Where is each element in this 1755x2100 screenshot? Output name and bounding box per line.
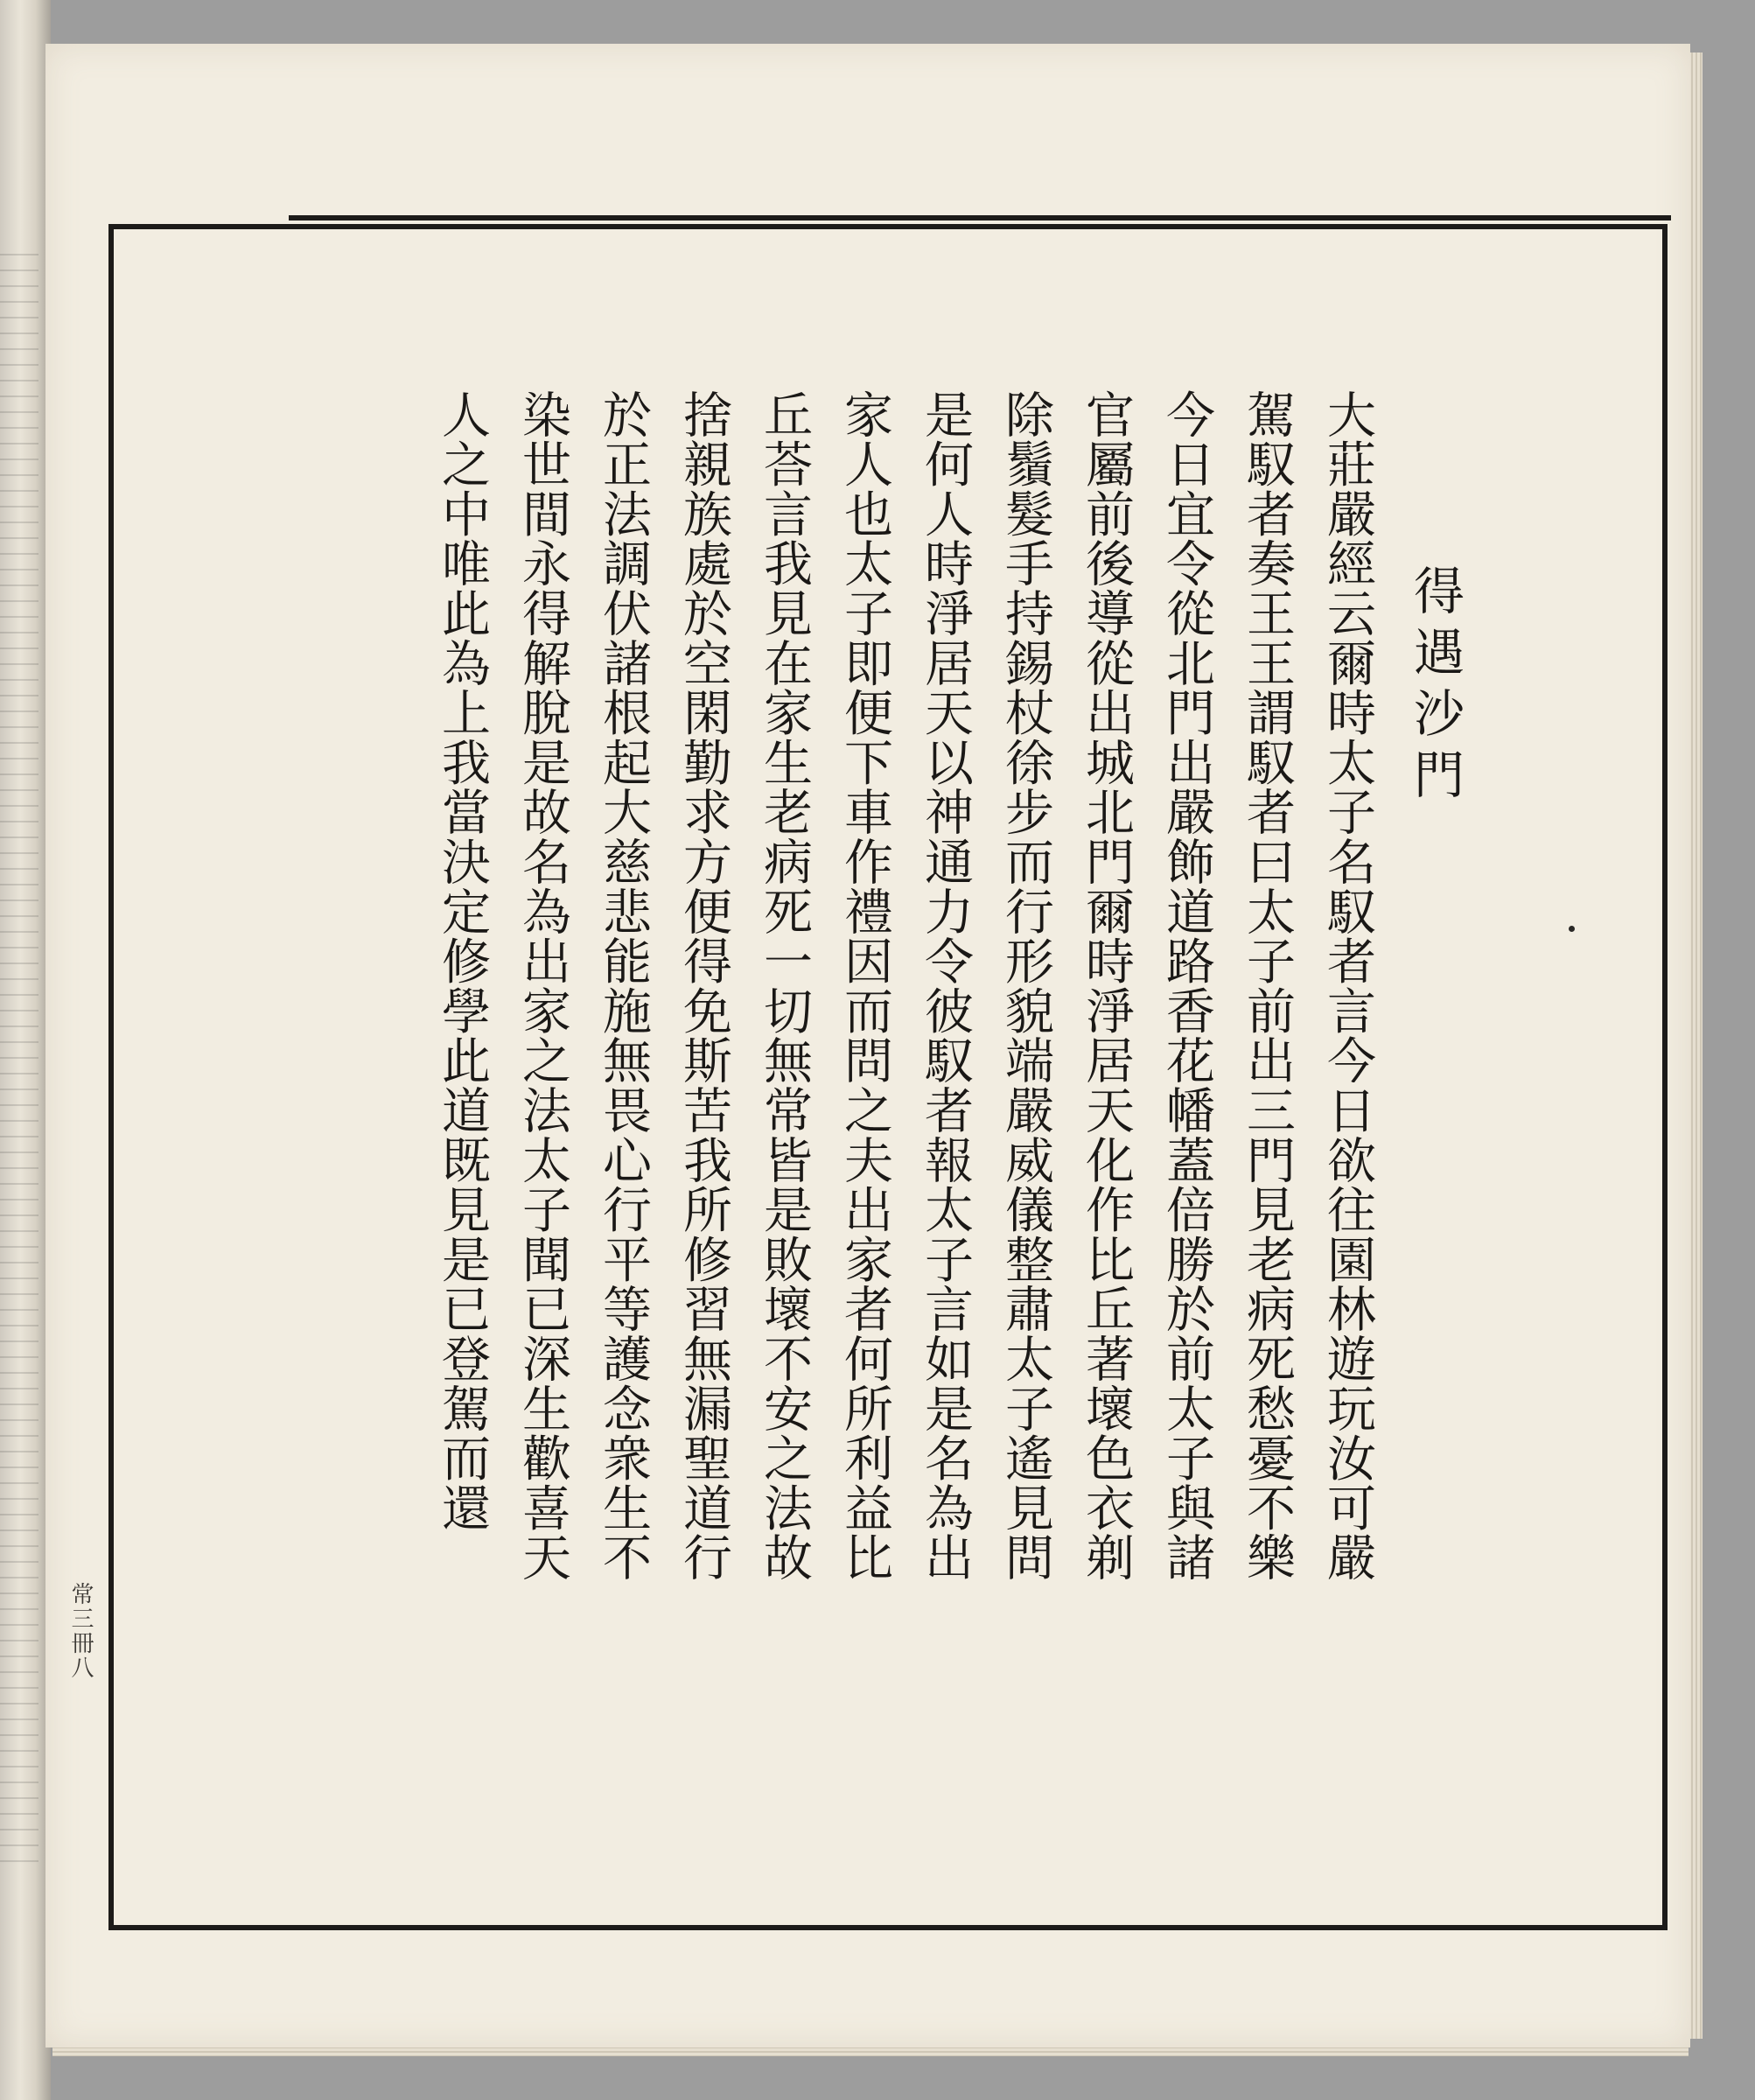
page-marginal-note: 常三冊八	[67, 1582, 94, 1680]
ink-dot	[1569, 926, 1575, 932]
text-column-1: 大莊嚴經云爾時太子名馭者言今日欲往園林遊玩汝可嚴	[1319, 389, 1376, 1583]
left-page-illustration	[0, 254, 38, 1872]
section-title: 得遇沙門	[1405, 564, 1465, 809]
text-column-9: 捨親族處於空閑勤求方便得免斯苦我所修習無漏聖道行	[675, 389, 732, 1583]
text-column-8: 丘荅言我見在家生老病死一切無常皆是敗壞不安之法故	[756, 389, 813, 1583]
frame-top-rule	[289, 215, 1671, 220]
text-column-2: 駕馭者奏王王謂馭者曰太子前出三門見老病死愁憂不樂	[1239, 389, 1296, 1583]
text-column-4: 官屬前後導從出城北門爾時淨居天化作比丘著壞色衣剃	[1078, 389, 1135, 1583]
text-column-11: 染世間永得解脫是故名為出家之法太子聞已深生歡喜天	[514, 389, 571, 1583]
text-column-5: 除鬚髮手持錫杖徐步而行形貌端嚴威儀整肅太子遙見問	[997, 389, 1054, 1583]
text-column-7: 家人也太子即便下車作禮因而問之夫出家者何所利益比	[836, 389, 893, 1583]
text-column-3: 今日宜令從北門出嚴飾道路香花幡蓋倍勝於前太子與諸	[1158, 389, 1215, 1583]
text-column-6: 是何人時淨居天以神通力令彼馭者報太子言如是名為出	[917, 389, 974, 1583]
text-column-12: 人之中唯此為上我當決定修學此道既見是已登駕而還	[434, 389, 491, 1533]
text-column-10: 於正法調伏諸根起大慈悲能施無畏心行平等護念衆生不	[595, 389, 652, 1583]
